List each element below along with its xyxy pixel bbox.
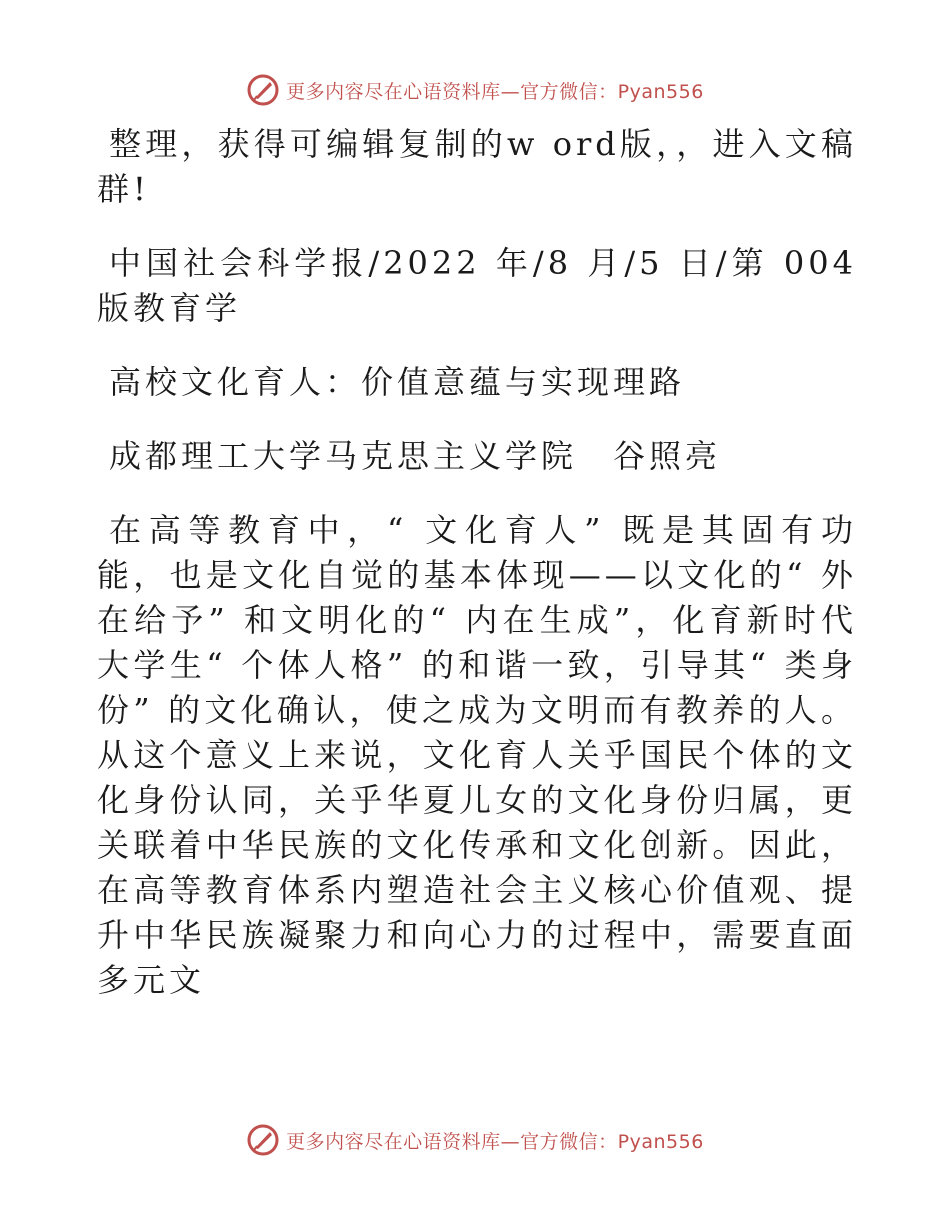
source-citation: 中国社会科学报/2022 年/8 月/5 日/第 004 版教育学 xyxy=(97,244,857,327)
footer-watermark-text: 更多内容尽在心语资料库—官方微信：Pyan556 xyxy=(286,1130,704,1153)
intro-paragraph: 整理，获得可编辑复制的w ord版，，进入文稿群! xyxy=(97,125,857,208)
quill-logo-icon xyxy=(246,73,280,107)
header-watermark-banner xyxy=(0,70,950,110)
footer-watermark-banner xyxy=(0,1120,950,1160)
article-title: 高校文化育人：价值意蕴与实现理路 xyxy=(109,363,686,401)
body-paragraph: 在高等教育中，“ 文化育人” 既是其固有功能，也是文化自觉的基本体现——以文化的“ 外在给予” 和文明化的“ 内在生成”，化育新时代大学生“ 个体人格” 的和谐一致，引导其“ 类身份” 的文化确认，使之成为文明而有教养的人。从这个意义上来说，文化育人关乎国民个体的文化身份认同，关乎华夏儿女的文化身份归属，更关联着中华民族的文化传承和文化创新。因此，在高等教育体系内塑造社会主义核心价值观、提升中华民族凝聚力和向心力的过程中，需要直面多元文 xyxy=(97,511,857,999)
quill-logo-icon xyxy=(246,1123,280,1157)
header-watermark-text: 更多内容尽在心语资料库—官方微信：Pyan556 xyxy=(286,80,704,103)
document-body xyxy=(97,122,857,1003)
author-line: 成都理工大学马克思主义学院 谷照亮 xyxy=(109,437,722,475)
